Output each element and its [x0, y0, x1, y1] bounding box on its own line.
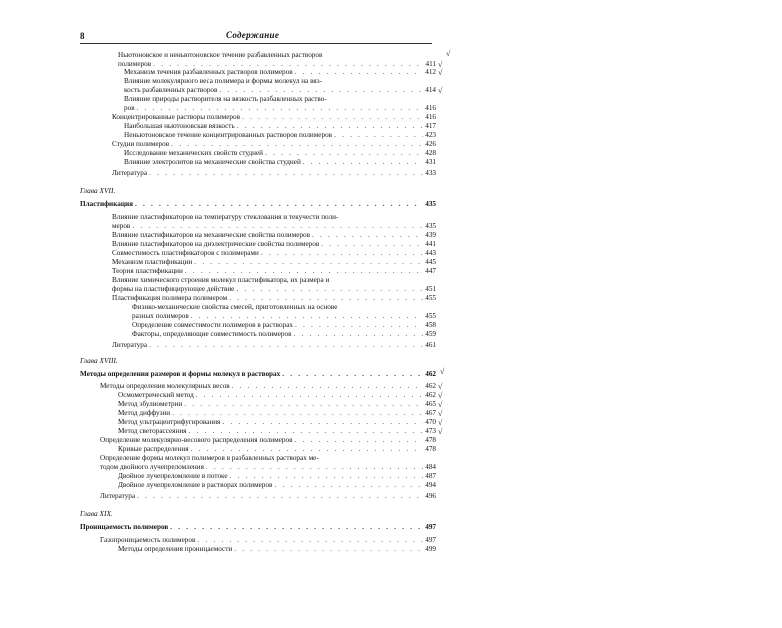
toc-entry: полимеров . . . 411 [118, 60, 436, 68]
toc-entry: Методы определения молекулярных весов . . . 462 [100, 382, 436, 390]
toc-entry: ров . . . 416 [124, 104, 436, 112]
toc-entry: тодом двойного лучепреломления . . . 484 [100, 463, 436, 471]
chapter-label: Глава XIX. [80, 509, 113, 518]
toc-entry: Определение совместимости полимеров в растворах . . . 458 [132, 321, 436, 329]
toc-entry: Определение формы молекул полимеров в разбавленных растворах ме- [100, 454, 319, 462]
running-title: Содержание [226, 30, 280, 40]
toc-entry: Определение молекулярно-весового распределения полимеров . . . 478 [100, 436, 436, 444]
toc-entry: Исследование механических свойств студней . . . 428 [124, 149, 436, 157]
toc-entry: Метод диффузии . . . 467 [118, 409, 436, 417]
toc-entry: Механизм течения разбавленных растворов полимеров . . . 412 [124, 68, 436, 76]
toc-entry: Осмометрический метод . . . 462 [118, 391, 436, 399]
toc-entry: Физико-механические свойства смесей, приготовленных на основе [132, 303, 338, 311]
toc-entry: Влияние химического строения молекул пластификатора, их размера и [112, 276, 330, 284]
toc-entry: Газопроницаемость полимеров . . . 497 [100, 536, 436, 544]
toc-entry: Двойное лучепреломление в потоке . . . 487 [118, 472, 436, 480]
header-rule [80, 43, 432, 44]
check-mark-icon: √ [446, 49, 451, 58]
toc-entry: Двойное лучепреломление в растворах полимеров . . . 494 [118, 481, 436, 489]
check-mark-icon: √ [440, 367, 445, 376]
check-mark-icon: √ [438, 391, 443, 400]
toc-entry: Наибольшая ньютоновская вязкость . . . 417 [124, 122, 436, 130]
page-number: 8 [80, 31, 85, 41]
toc-entry: Методы определения проницаемости . . . 499 [118, 545, 436, 553]
check-mark-icon: √ [438, 418, 443, 427]
toc-entry: Литература . . . 461 [112, 341, 436, 349]
toc-entry: Влияние пластификаторов на температуру стеклования и текучести поли- [112, 213, 339, 221]
toc-entry: разных полимеров . . . 455 [132, 312, 436, 320]
check-mark-icon: √ [438, 427, 443, 436]
toc-entry: Влияние пластификаторов на механические свойства полимеров . . . 439 [112, 231, 436, 239]
chapter-label: Глава XVIII. [80, 356, 118, 365]
toc-entry: Метод светорассеяния . . . 473 [118, 427, 436, 435]
toc-entry: Литература . . . 433 [112, 169, 436, 177]
toc-entry: Влияние молекулярного веса полимера и формы молекул на вяз- [124, 77, 322, 85]
toc-entry: Влияние электролитов на механические свойства студней . . . 431 [124, 158, 436, 166]
toc-entry: Ньютоновское и неньютоновское течение разбавленных растворов [118, 51, 323, 59]
toc-entry: Метод ультрацентрифугирования . . . 470 [118, 418, 436, 426]
toc-entry: Влияние пластификаторов на диэлектрические свойства полимеров . . . 441 [112, 240, 436, 248]
toc-entry: Литература . . . 496 [100, 492, 436, 500]
check-mark-icon: √ [438, 86, 443, 95]
check-mark-icon: √ [438, 409, 443, 418]
toc-entry: Теория пластификации . . . 447 [112, 267, 436, 275]
chapter-title: Методы определения размеров и формы молекул в растворах . . . 462 [80, 370, 436, 378]
toc-entry: Совместимость пластификаторов с полимерами . . . 443 [112, 249, 436, 257]
toc-entry: Кривые распределения . . . 478 [118, 445, 436, 453]
toc-entry: Механизм пластификации . . . 445 [112, 258, 436, 266]
toc-entry: Пластификация полимера полимером . . . 455 [112, 294, 436, 302]
toc-entry: формы на пластифицирующее действие . . . 451 [112, 285, 436, 293]
toc-entry: меров . . . 435 [112, 222, 436, 230]
check-mark-icon: √ [438, 68, 443, 77]
toc-entry: Неньютоновское течение концентрированных растворов полимеров . . . 423 [124, 131, 436, 139]
chapter-title: Проницаемость полимеров . . . 497 [80, 523, 436, 531]
check-mark-icon: √ [438, 382, 443, 391]
toc-entry: кость разбавленных растворов . . . 414 [124, 86, 436, 94]
toc-entry: Влияние природы растворителя на вязкость разбавленных раство- [124, 95, 327, 103]
toc-entry: Концентрированные растворы полимеров . . . 416 [112, 113, 436, 121]
chapter-label: Глава XVII. [80, 186, 116, 195]
toc-entry: Факторы, определяющие совместимость полимеров . . . 459 [132, 330, 436, 338]
check-mark-icon: √ [438, 60, 443, 69]
chapter-title: Пластификация . . . 435 [80, 200, 436, 208]
toc-entry: Студни полимеров . . . 426 [112, 140, 436, 148]
toc-entry: Метод эбулиометрии . . . 465 [118, 400, 436, 408]
check-mark-icon: √ [438, 400, 443, 409]
